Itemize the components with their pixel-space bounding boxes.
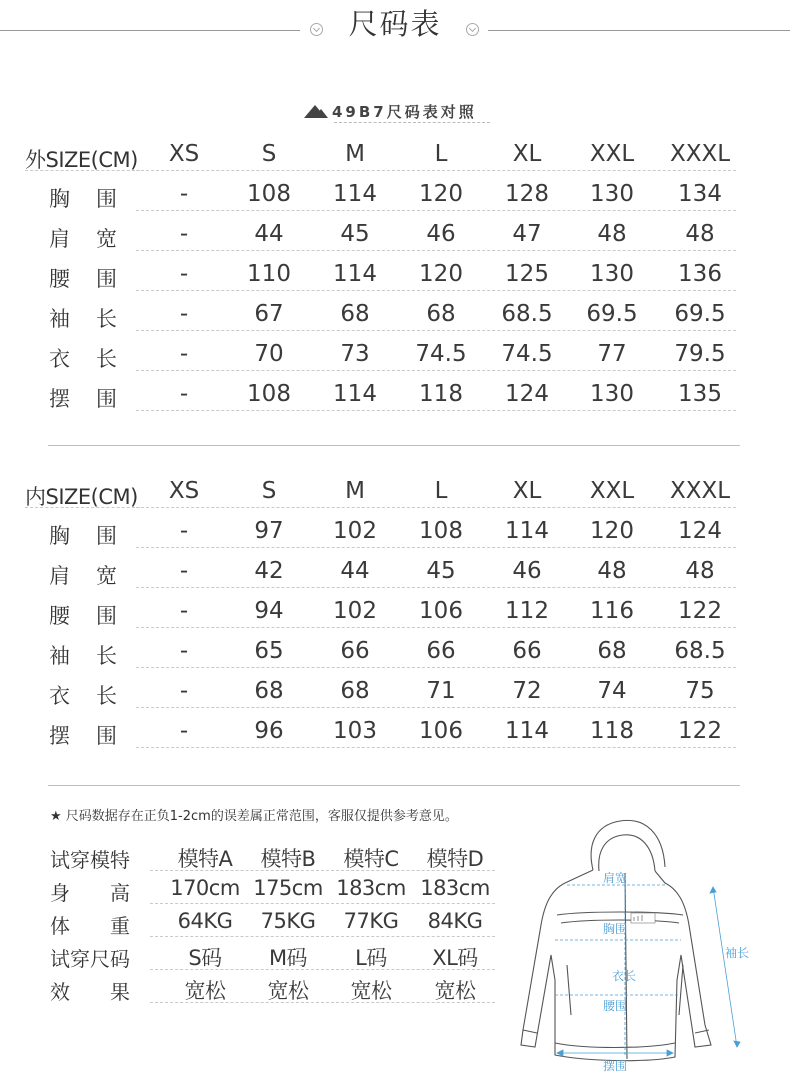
size-header-cell: XXL: [589, 141, 635, 167]
table-row: [0, 221, 790, 261]
table-cell: 114: [333, 261, 377, 287]
table-cell: 114: [333, 381, 377, 407]
table-cell: 68: [597, 638, 627, 664]
table-cell: 74.5: [415, 341, 467, 367]
table-cell: 宽松: [184, 979, 226, 1003]
table-row: [0, 261, 790, 301]
diagram-label-hem: 摆围: [603, 1059, 628, 1073]
size-header-cell: M: [345, 478, 365, 504]
header-rule-left: [0, 30, 300, 31]
table-cell: 44: [340, 558, 370, 584]
row-label: 摆围: [49, 724, 117, 748]
diagram-label-chest: 胸围: [603, 922, 628, 936]
table-row: [0, 975, 520, 1008]
row-label: 腰围: [49, 267, 117, 291]
table-cell: 75: [685, 678, 715, 704]
size-header-row: [0, 478, 790, 518]
table-cell: -: [179, 718, 189, 744]
table-cell: 48: [685, 558, 715, 584]
row-label: 胸围: [49, 187, 117, 211]
table-cell: 134: [678, 181, 722, 207]
table-cell: 170cm: [170, 876, 240, 900]
chevron-down-icon: [310, 23, 323, 36]
table-cell: -: [179, 221, 189, 247]
table-cell: 68.5: [674, 638, 726, 664]
row-label: 身高: [50, 881, 130, 905]
table-row: [0, 381, 790, 421]
table-cell: 69.5: [674, 301, 726, 327]
size-header-cell: XS: [168, 478, 200, 504]
size-header-cell: XL: [512, 141, 542, 167]
table-cell: 97: [254, 518, 284, 544]
table-cell: 130: [590, 181, 634, 207]
table-cell: 46: [426, 221, 456, 247]
table-cell: -: [179, 381, 189, 407]
page-title: 尺码表: [348, 7, 442, 41]
table-cell: 116: [590, 598, 634, 624]
table-cell: 94: [254, 598, 284, 624]
table-cell: 65: [254, 638, 284, 664]
table-cell: 74.5: [501, 341, 553, 367]
row-label: 袖长: [49, 644, 117, 668]
diagram-label-sleeve: 袖长: [725, 946, 750, 960]
size-header-row: [0, 141, 790, 181]
table-row: [0, 598, 790, 638]
table-row: [0, 518, 790, 558]
table-cell: 110: [247, 261, 291, 287]
table-cell: 69.5: [586, 301, 638, 327]
table-cell: 宽松: [267, 979, 309, 1003]
table-cell: 130: [590, 261, 634, 287]
table-cell: 84KG: [427, 909, 483, 933]
table-cell: 48: [597, 558, 627, 584]
table-cell: 120: [419, 181, 463, 207]
table-cell: 模特C: [343, 847, 399, 871]
table-cell: 77: [597, 341, 627, 367]
table-cell: 67: [254, 301, 284, 327]
row-label: 效果: [50, 980, 130, 1004]
table-cell: XL码: [432, 946, 478, 970]
jacket-illustration: [505, 815, 790, 1084]
table-row: [0, 341, 790, 381]
size-header-cell: XL: [512, 478, 542, 504]
table-row: [0, 718, 790, 758]
model-header-row: [0, 843, 520, 876]
table-cell: 128: [505, 181, 549, 207]
row-label: 试穿模特: [50, 848, 130, 872]
table-cell: -: [179, 261, 189, 287]
table-cell: 74: [597, 678, 627, 704]
table-cell: -: [179, 678, 189, 704]
size-header-cell: S: [261, 141, 277, 167]
table-cell: 48: [685, 221, 715, 247]
table-cell: 122: [678, 718, 722, 744]
table-cell: 135: [678, 381, 722, 407]
row-label: 衣长: [49, 684, 117, 708]
table-cell: 66: [340, 638, 370, 664]
table-cell: -: [179, 341, 189, 367]
size-header-cell: XXXL: [669, 478, 731, 504]
table-cell: 102: [333, 598, 377, 624]
size-header-cell: M: [345, 141, 365, 167]
row-label: 肩宽: [49, 227, 117, 251]
table-cell: 114: [505, 718, 549, 744]
table-cell: 46: [512, 558, 542, 584]
table-cell: 73: [340, 341, 370, 367]
table-cell: 宽松: [350, 979, 392, 1003]
table-cell: 79.5: [674, 341, 726, 367]
table-cell: S码: [188, 946, 222, 970]
table-cell: 183cm: [336, 876, 406, 900]
table-cell: 118: [419, 381, 463, 407]
table-cell: -: [179, 518, 189, 544]
table-cell: 108: [419, 518, 463, 544]
table-cell: -: [179, 558, 189, 584]
table-heading: 外SIZE(CM): [25, 148, 138, 172]
size-header-cell: XXXL: [669, 141, 731, 167]
table-cell: -: [179, 638, 189, 664]
table-cell: 44: [254, 221, 284, 247]
chevron-down-icon: [466, 23, 479, 36]
diagram-label-shoulder: 肩宽: [603, 871, 628, 885]
header-rule-right: [488, 30, 790, 31]
table-row: [0, 638, 790, 678]
table-row: [0, 876, 520, 909]
table-cell: 42: [254, 558, 284, 584]
divider: [48, 785, 740, 786]
table-cell: 106: [419, 598, 463, 624]
diagram-label-waist: 腰围: [603, 999, 628, 1013]
table-cell: 77KG: [343, 909, 399, 933]
table-cell: 96: [254, 718, 284, 744]
table-cell: 130: [590, 381, 634, 407]
table-cell: 124: [678, 518, 722, 544]
row-label: 试穿尺码: [50, 947, 130, 971]
table-row: [0, 942, 520, 975]
table-cell: 68.5: [501, 301, 553, 327]
table-cell: -: [179, 301, 189, 327]
table-cell: 114: [333, 181, 377, 207]
table-cell: 112: [505, 598, 549, 624]
table-cell: L码: [355, 946, 387, 970]
divider: [48, 445, 740, 446]
table-cell: 68: [340, 301, 370, 327]
size-header-cell: XS: [168, 141, 200, 167]
row-label: 体重: [50, 914, 130, 938]
table-cell: 72: [512, 678, 542, 704]
table-cell: 124: [505, 381, 549, 407]
table-row: [0, 678, 790, 718]
table-cell: 66: [512, 638, 542, 664]
table-cell: 68: [340, 678, 370, 704]
table-cell: 108: [247, 381, 291, 407]
table-cell: 114: [505, 518, 549, 544]
size-header-cell: S: [261, 478, 277, 504]
table-row: [0, 909, 520, 942]
row-label: 袖长: [49, 307, 117, 331]
table-heading: 内SIZE(CM): [25, 485, 138, 509]
table-cell: 模特B: [260, 847, 316, 871]
table-cell: 120: [590, 518, 634, 544]
table-cell: 68: [254, 678, 284, 704]
table-row: [0, 181, 790, 221]
table-cell: 45: [340, 221, 370, 247]
size-header-cell: L: [434, 478, 448, 504]
table-cell: -: [179, 598, 189, 624]
table-row: [0, 558, 790, 598]
table-cell: 模特D: [426, 847, 484, 871]
table-cell: 136: [678, 261, 722, 287]
row-label: 肩宽: [49, 564, 117, 588]
table-cell: 47: [512, 221, 542, 247]
brand-logo: [631, 913, 655, 923]
table-cell: 66: [426, 638, 456, 664]
diagram-label-length: 衣长: [612, 969, 637, 983]
table-cell: 106: [419, 718, 463, 744]
table-row: [0, 301, 790, 341]
table-cell: 64KG: [177, 909, 233, 933]
table-cell: 120: [419, 261, 463, 287]
size-note: ★ 尺码数据存在正负1-2cm的误差属正常范围，客服仅提供参考意见。: [50, 809, 458, 824]
table-cell: 103: [333, 718, 377, 744]
table-cell: 模特A: [177, 847, 233, 871]
row-label: 衣长: [49, 347, 117, 371]
table-cell: 71: [426, 678, 456, 704]
table-cell: -: [179, 181, 189, 207]
table-cell: 68: [426, 301, 456, 327]
table-cell: 122: [678, 598, 722, 624]
row-label: 胸围: [49, 524, 117, 548]
jacket-measurement-diagram: [505, 815, 790, 1084]
table-cell: 102: [333, 518, 377, 544]
table-cell: 75KG: [260, 909, 316, 933]
row-label: 摆围: [49, 387, 117, 411]
table-cell: 45: [426, 558, 456, 584]
table-cell: 175cm: [253, 876, 323, 900]
table-cell: M码: [268, 946, 308, 970]
table-subtitle: 49B7尺码表对照: [332, 103, 477, 121]
subtitle-block: [304, 100, 494, 124]
size-header-cell: XXL: [589, 478, 635, 504]
table-cell: 48: [597, 221, 627, 247]
table-cell: 118: [590, 718, 634, 744]
table-cell: 宽松: [434, 979, 476, 1003]
table-cell: 125: [505, 261, 549, 287]
table-cell: 108: [247, 181, 291, 207]
table-cell: 183cm: [420, 876, 490, 900]
row-label: 腰围: [49, 604, 117, 628]
table-cell: 70: [254, 341, 284, 367]
size-header-cell: L: [434, 141, 448, 167]
